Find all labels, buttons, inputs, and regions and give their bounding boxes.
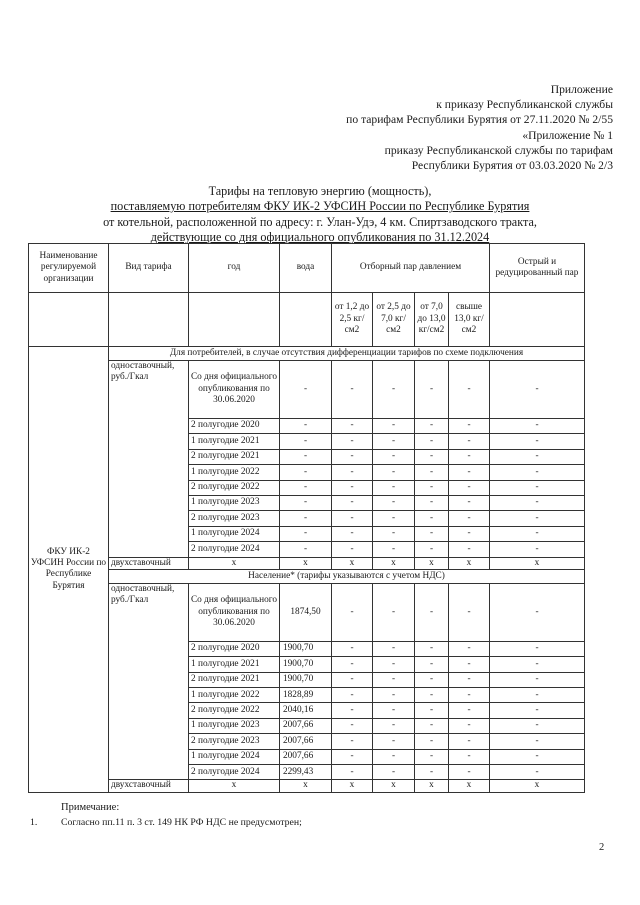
year-cell: 2 полугодие 2020 <box>189 419 280 434</box>
tariff-kind-two: двухставочный <box>109 557 189 569</box>
header-row <box>29 244 585 293</box>
value-cell: - <box>280 526 332 541</box>
value-cell: - <box>449 688 490 703</box>
empty-cell <box>189 293 280 347</box>
value-cell: - <box>280 361 332 419</box>
value-cell: - <box>332 672 373 687</box>
appendix-line: Приложение <box>550 83 613 96</box>
year-cell: 2 полугодие 2020 <box>189 641 280 656</box>
year-cell: 2 полугодие 2024 <box>189 542 280 557</box>
value-cell: - <box>415 465 449 480</box>
value-cell: - <box>449 495 490 510</box>
value-cell: x <box>332 557 373 569</box>
value-cell: - <box>449 703 490 718</box>
empty-cell <box>29 293 109 347</box>
appendix-header <box>346 82 613 173</box>
value-cell: - <box>449 641 490 656</box>
value-cell: - <box>415 765 449 780</box>
value-cell: - <box>280 542 332 557</box>
value-cell: - <box>490 672 585 687</box>
value-cell: - <box>490 465 585 480</box>
year-cell: 2 полугодие 2023 <box>189 734 280 749</box>
value-cell: - <box>415 583 449 641</box>
value-cell: 1874,50 <box>280 583 332 641</box>
document-title <box>0 184 640 246</box>
value-cell: - <box>415 672 449 687</box>
value-cell: - <box>415 511 449 526</box>
value-cell: - <box>415 495 449 510</box>
table-row <box>29 361 585 419</box>
year-cell: 2 полугодие 2023 <box>189 511 280 526</box>
value-cell: - <box>415 718 449 733</box>
value-cell: - <box>449 449 490 464</box>
title-line: Тарифы на тепловую энергию (мощность), <box>208 184 432 198</box>
value-cell: - <box>373 734 415 749</box>
value-cell: - <box>415 361 449 419</box>
value-cell: - <box>415 688 449 703</box>
table-row <box>29 557 585 569</box>
value-cell: x <box>189 780 280 792</box>
value-cell: - <box>373 495 415 510</box>
group-label: Для потребителей, в случае отсутствия дифференциации тарифов по схеме подключения <box>109 347 585 361</box>
value-cell: - <box>280 434 332 449</box>
value-cell: - <box>332 495 373 510</box>
value-cell: - <box>415 419 449 434</box>
value-cell: - <box>373 434 415 449</box>
pressure-cell: от 2,5 до 7,0 кг/см2 <box>373 293 415 347</box>
value-cell: - <box>332 434 373 449</box>
appendix-line: к приказу Республиканской службы <box>436 98 613 112</box>
value-cell: - <box>280 419 332 434</box>
value-cell: - <box>449 657 490 672</box>
appendix-line: «Приложение № 1 <box>522 128 613 142</box>
value-cell: 1828,89 <box>280 688 332 703</box>
header-steam: Отборный пар давлением <box>332 244 490 293</box>
tariffs-table <box>28 243 585 793</box>
value-cell: - <box>373 657 415 672</box>
value-cell: - <box>373 480 415 495</box>
page-number: 2 <box>599 842 605 853</box>
value-cell: x <box>373 557 415 569</box>
value-cell: - <box>449 765 490 780</box>
appendix-line: Республики Бурятия от 03.03.2020 № 2/3 <box>411 159 613 173</box>
value-cell: - <box>490 526 585 541</box>
value-cell: - <box>332 465 373 480</box>
year-cell: 1 полугодие 2024 <box>189 749 280 764</box>
header-year: год <box>189 244 280 293</box>
value-cell: - <box>415 480 449 495</box>
value-cell: - <box>373 449 415 464</box>
value-cell: x <box>449 780 490 792</box>
value-cell: 2007,66 <box>280 718 332 733</box>
value-cell: - <box>415 542 449 557</box>
note-number: 1. <box>30 816 38 828</box>
value-cell: x <box>332 780 373 792</box>
value-cell: - <box>490 419 585 434</box>
year-cell: 2 полугодие 2021 <box>189 449 280 464</box>
value-cell: - <box>490 718 585 733</box>
year-cell: 1 полугодие 2021 <box>189 657 280 672</box>
value-cell: x <box>280 557 332 569</box>
value-cell: - <box>490 583 585 641</box>
value-cell: - <box>449 542 490 557</box>
value-cell: - <box>449 734 490 749</box>
year-cell: 1 полугодие 2023 <box>189 495 280 510</box>
group-label: Население* (тарифы указываются с учетом НДС) <box>109 569 585 583</box>
empty-cell <box>280 293 332 347</box>
value-cell: - <box>490 734 585 749</box>
value-cell: - <box>332 583 373 641</box>
title-line: действующие со дня официального опубликования по 31.12.2024 <box>150 230 490 245</box>
year-cell: 2 полугодие 2022 <box>189 703 280 718</box>
tariff-kind-two: двухставочный <box>109 780 189 792</box>
value-cell: - <box>373 361 415 419</box>
value-cell: - <box>280 465 332 480</box>
value-cell: - <box>449 511 490 526</box>
value-cell: - <box>373 688 415 703</box>
year-cell: Со дня официального опубликования по 30.06.2020 <box>189 583 280 641</box>
value-cell: - <box>415 434 449 449</box>
value-cell: - <box>373 703 415 718</box>
value-cell: 2007,66 <box>280 734 332 749</box>
value-cell: - <box>415 449 449 464</box>
year-cell: 2 полугодие 2022 <box>189 480 280 495</box>
value-cell: - <box>373 641 415 656</box>
value-cell: 1900,70 <box>280 641 332 656</box>
org-name-cell: ФКУ ИК-2 УФСИН России по Республике Бурятия <box>29 347 109 793</box>
group-row <box>29 347 585 361</box>
value-cell: x <box>189 557 280 569</box>
value-cell: 2007,66 <box>280 749 332 764</box>
value-cell: x <box>490 780 585 792</box>
table-row <box>29 583 585 641</box>
value-cell: - <box>332 749 373 764</box>
value-cell: - <box>490 688 585 703</box>
value-cell: - <box>332 657 373 672</box>
value-cell: - <box>332 361 373 419</box>
note-text: Согласно пп.11 п. 3 ст. 149 НК РФ НДС не предусмотрен; <box>61 816 302 828</box>
value-cell: - <box>490 361 585 419</box>
value-cell: - <box>415 526 449 541</box>
year-cell: 2 полугодие 2021 <box>189 672 280 687</box>
value-cell: - <box>415 734 449 749</box>
value-cell: - <box>332 542 373 557</box>
value-cell: - <box>373 542 415 557</box>
value-cell: - <box>332 449 373 464</box>
value-cell: - <box>373 718 415 733</box>
value-cell: - <box>415 641 449 656</box>
value-cell: - <box>332 480 373 495</box>
tariff-kind-cell: одноставочный, руб./Гкал <box>109 583 189 780</box>
value-cell: - <box>490 495 585 510</box>
value-cell: - <box>490 511 585 526</box>
value-cell: 2299,43 <box>280 765 332 780</box>
year-cell: 2 полугодие 2024 <box>189 765 280 780</box>
notes-heading: Примечание: <box>61 802 120 813</box>
value-cell: - <box>373 526 415 541</box>
value-cell: - <box>415 703 449 718</box>
value-cell: x <box>449 557 490 569</box>
value-cell: - <box>332 526 373 541</box>
value-cell: - <box>449 361 490 419</box>
value-cell: - <box>332 703 373 718</box>
value-cell: 1900,70 <box>280 672 332 687</box>
value-cell: - <box>449 583 490 641</box>
year-cell: 1 полугодие 2022 <box>189 688 280 703</box>
value-cell: - <box>490 641 585 656</box>
value-cell: - <box>415 657 449 672</box>
header-kind: Вид тарифа <box>109 244 189 293</box>
year-cell: 1 полугодие 2023 <box>189 718 280 733</box>
year-cell: 1 полугодие 2024 <box>189 526 280 541</box>
value-cell: - <box>373 765 415 780</box>
value-cell: - <box>332 511 373 526</box>
value-cell: - <box>449 480 490 495</box>
value-cell: - <box>415 749 449 764</box>
title-line: от котельной, расположенной по адресу: г. Улан-Удэ, 4 км. Спиртзаводского тракта, <box>103 214 537 229</box>
value-cell: - <box>332 419 373 434</box>
value-cell: x <box>415 780 449 792</box>
value-cell: - <box>449 672 490 687</box>
title-line: поставляемую потребителям ФКУ ИК-2 УФСИН России по Республике Бурятия <box>110 199 530 214</box>
value-cell: - <box>449 526 490 541</box>
value-cell: - <box>490 480 585 495</box>
header-org: Наименование регулируемой организации <box>29 244 109 293</box>
value-cell: - <box>332 688 373 703</box>
pressure-cell: свыше 13,0 кг/см2 <box>449 293 490 347</box>
header-water: вода <box>280 244 332 293</box>
value-cell: - <box>449 749 490 764</box>
year-cell: Со дня официального опубликования по 30.06.2020 <box>189 361 280 419</box>
value-cell: - <box>490 703 585 718</box>
value-cell: - <box>373 419 415 434</box>
value-cell: - <box>280 449 332 464</box>
tariff-kind-cell: одноставочный, руб./Гкал <box>109 361 189 558</box>
value-cell: - <box>373 511 415 526</box>
value-cell: - <box>373 672 415 687</box>
value-cell: - <box>449 434 490 449</box>
empty-cell <box>109 293 189 347</box>
value-cell: - <box>490 434 585 449</box>
value-cell: x <box>280 780 332 792</box>
year-cell: 1 полугодие 2022 <box>189 465 280 480</box>
notes-section <box>30 801 302 830</box>
value-cell: x <box>415 557 449 569</box>
value-cell: - <box>373 749 415 764</box>
value-cell: 1900,70 <box>280 657 332 672</box>
value-cell: - <box>280 495 332 510</box>
group-row <box>29 569 585 583</box>
value-cell: - <box>373 465 415 480</box>
appendix-line: по тарифам Республики Бурятия от 27.11.2020 № 2/55 <box>346 113 613 127</box>
value-cell: - <box>280 480 332 495</box>
value-cell: - <box>449 465 490 480</box>
pressure-cell: от 7,0 до 13,0 кг/см2 <box>415 293 449 347</box>
value-cell: - <box>332 641 373 656</box>
appendix-line: приказу Республиканской службы по тарифам <box>384 143 613 157</box>
year-cell: 1 полугодие 2021 <box>189 434 280 449</box>
value-cell: - <box>490 765 585 780</box>
table-row <box>29 780 585 792</box>
value-cell: - <box>449 419 490 434</box>
value-cell: - <box>280 511 332 526</box>
value-cell: - <box>490 749 585 764</box>
value-cell: - <box>490 449 585 464</box>
value-cell: - <box>490 542 585 557</box>
pressure-cell: от 1,2 до 2,5 кг/см2 <box>332 293 373 347</box>
value-cell: - <box>373 583 415 641</box>
value-cell: - <box>490 657 585 672</box>
value-cell: x <box>490 557 585 569</box>
note-item <box>30 816 302 831</box>
value-cell: - <box>449 718 490 733</box>
header-sharp: Острый и редуцированный пар <box>490 244 585 293</box>
value-cell: - <box>332 765 373 780</box>
empty-cell <box>490 293 585 347</box>
value-cell: x <box>373 780 415 792</box>
value-cell: 2040,16 <box>280 703 332 718</box>
pressure-row <box>29 293 585 347</box>
value-cell: - <box>332 734 373 749</box>
value-cell: - <box>332 718 373 733</box>
